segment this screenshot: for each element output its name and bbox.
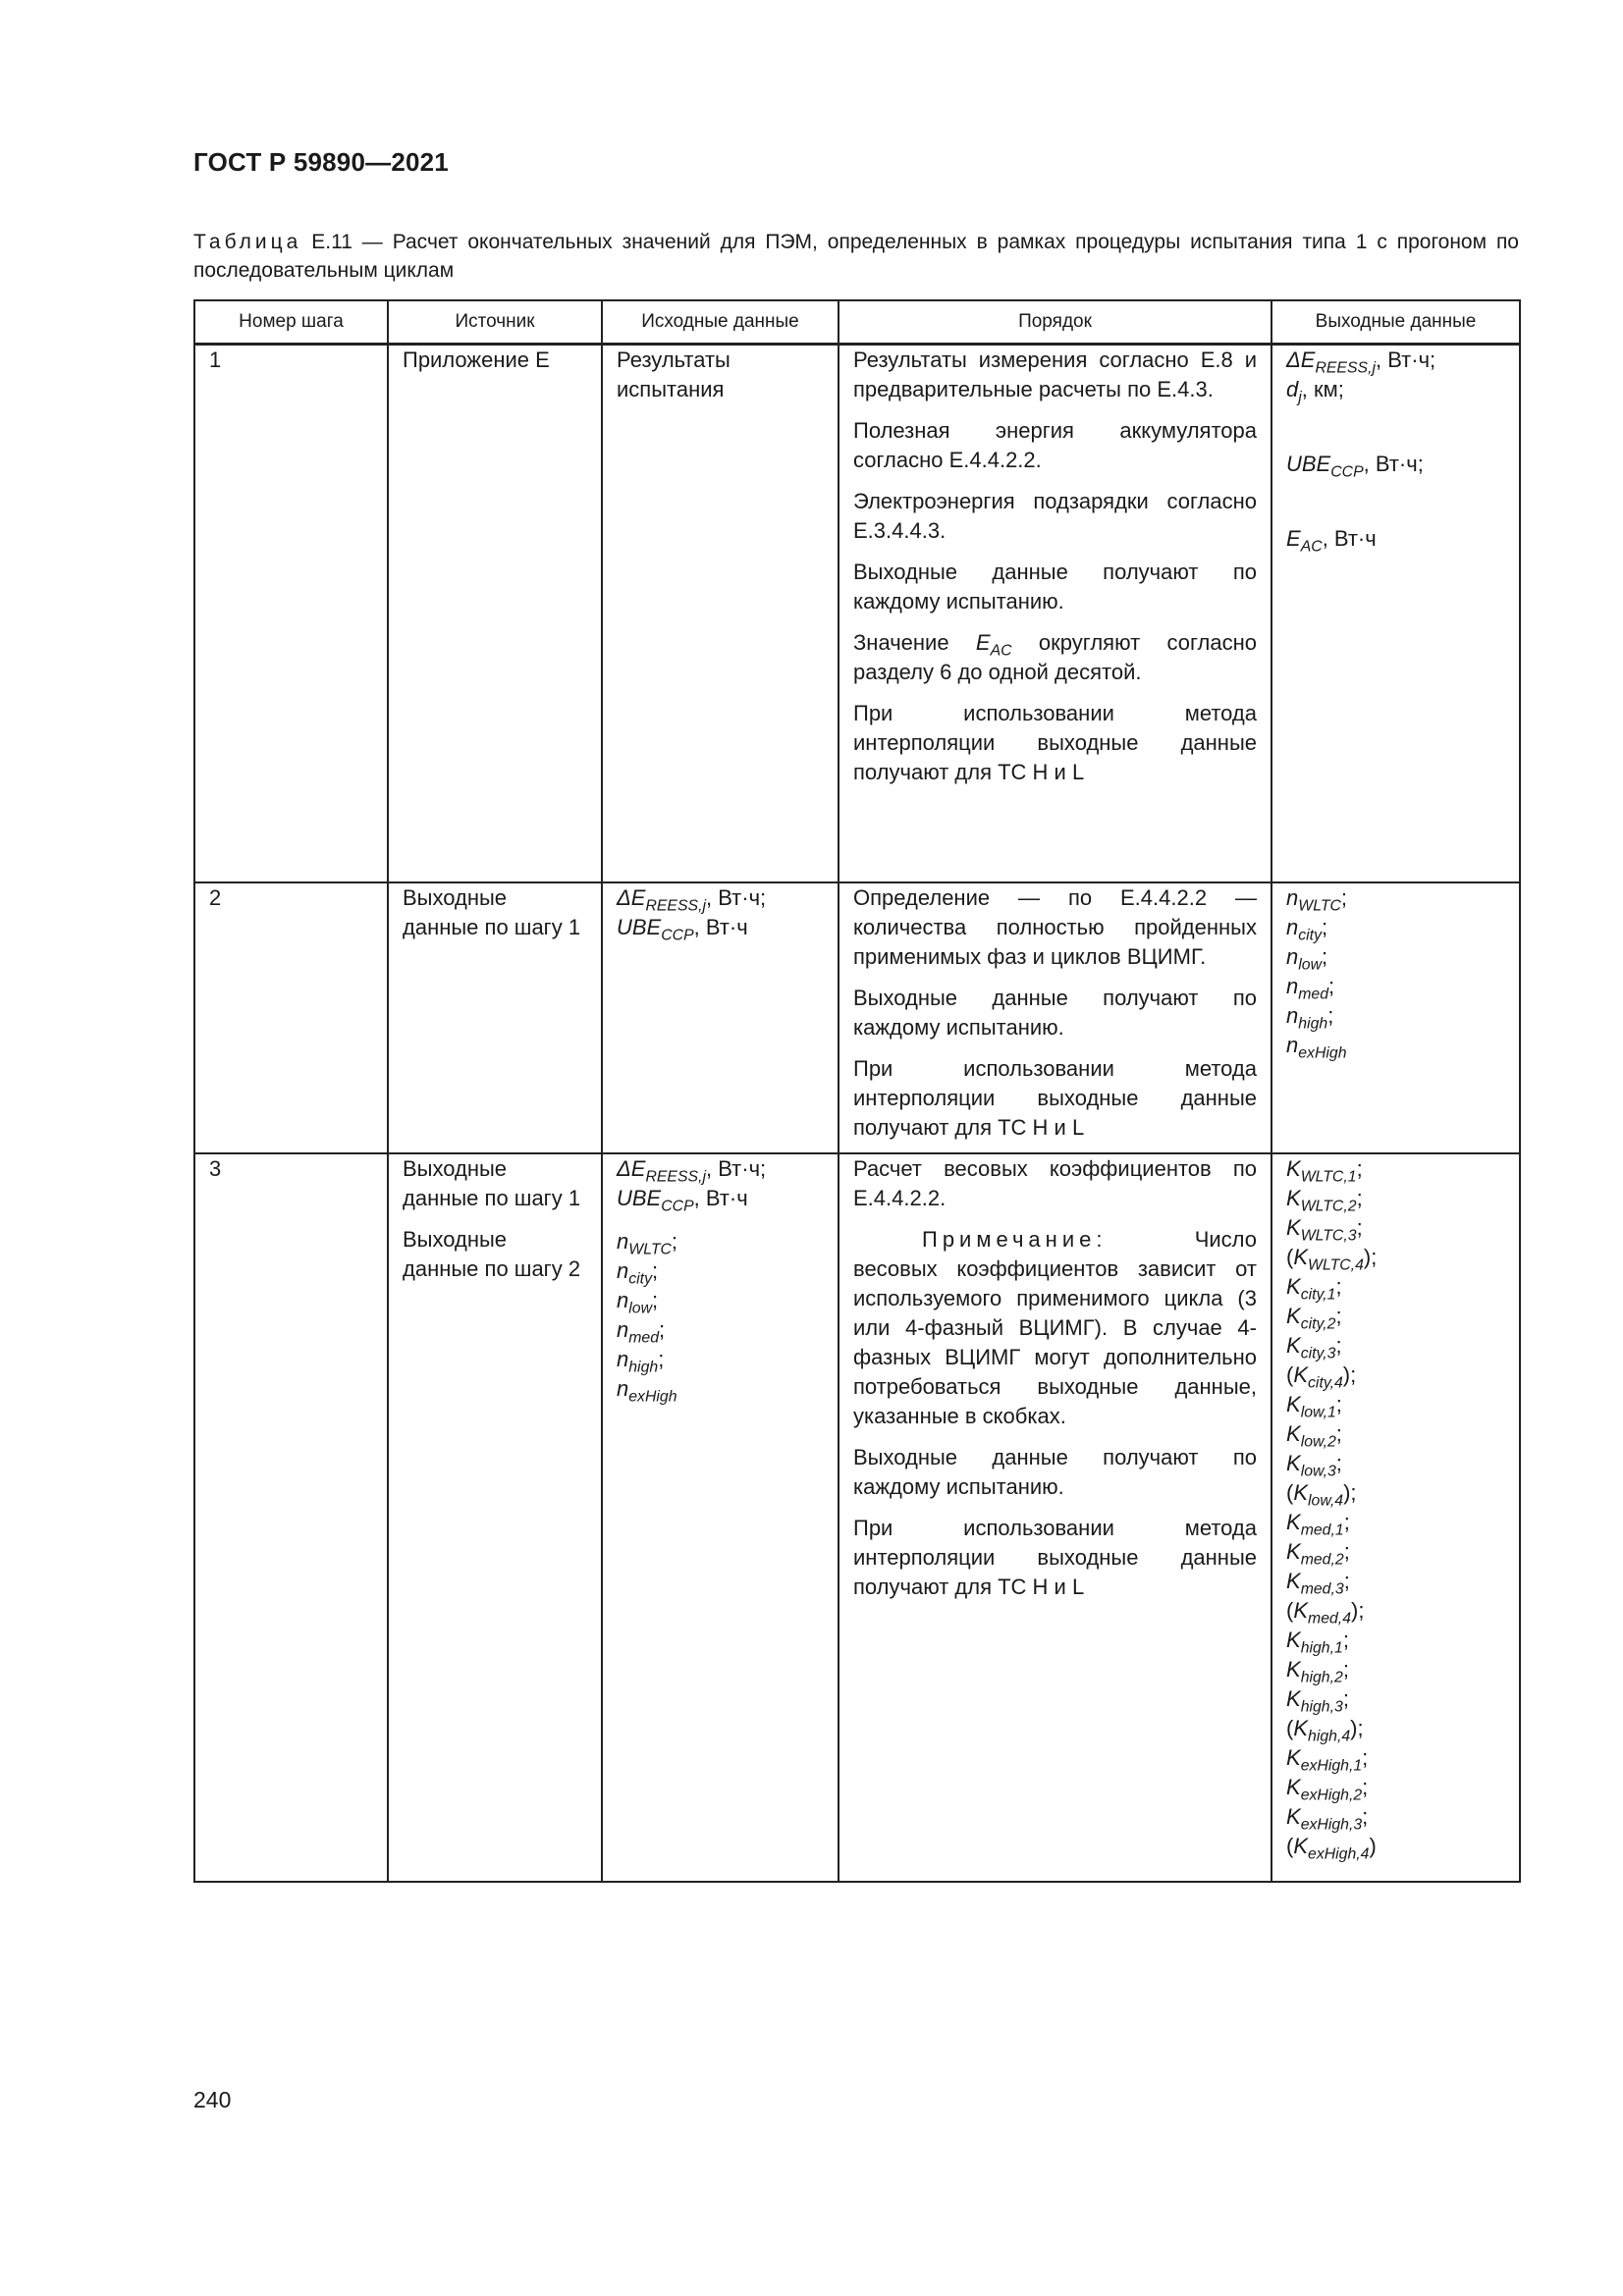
output-item <box>1286 375 1505 404</box>
subscript: high <box>1298 1015 1328 1033</box>
subscript: high,4 <box>1308 1728 1351 1745</box>
symbol-delta-e: ΔE <box>617 884 646 910</box>
output-item: $K_{high,1}$; <box>1286 1627 1349 1657</box>
input-item <box>617 1184 824 1213</box>
step-procedure <box>839 882 1271 1153</box>
subscript: CCP <box>1330 463 1364 481</box>
symbol: K <box>1286 1391 1301 1416</box>
unit: , Вт·ч; <box>1376 347 1436 372</box>
unit: , Вт·ч; <box>706 1155 767 1181</box>
symbol: K <box>1293 1244 1309 1269</box>
subscript: low,2 <box>1300 1433 1336 1451</box>
symbol: K <box>1286 1803 1301 1829</box>
step-input <box>602 345 839 882</box>
subscript: city,3 <box>1300 1345 1336 1362</box>
symbol: K <box>1293 1362 1309 1387</box>
input-item <box>617 883 824 913</box>
output-item: $K_{WLTC,2}$; <box>1286 1185 1363 1215</box>
unit: , Вт·ч <box>693 914 748 939</box>
subscript: j <box>1298 389 1302 406</box>
symbol-delta-e: ΔE <box>617 1155 646 1181</box>
subscript: REESS,j <box>645 897 707 915</box>
unit: , Вт·ч <box>1322 526 1377 551</box>
note-label: Примечание: <box>922 1226 1108 1252</box>
output-item: $K_{exHigh,2}$; <box>1286 1774 1369 1804</box>
symbol: K <box>1293 1597 1309 1623</box>
symbol: n <box>1286 943 1299 969</box>
subscript: high,1 <box>1300 1639 1343 1657</box>
subscript: med <box>1298 986 1329 1003</box>
symbol: K <box>1286 1685 1301 1711</box>
table-row <box>194 1153 1520 1882</box>
header-source: Источник <box>388 300 602 345</box>
unit: , Вт·ч; <box>706 884 767 910</box>
output-item: $K_{exHigh,3}$; <box>1286 1803 1369 1834</box>
procedure-paragraph: При использовании метода интерполяции выходные данные получают для ТС Н и L <box>853 1515 1257 1599</box>
symbol: K <box>1286 1155 1301 1181</box>
symbol: K <box>1293 1479 1309 1505</box>
procedure-paragraph: Выходные данные получают по каждому испытанию. <box>853 985 1257 1040</box>
step-output <box>1271 1153 1520 1882</box>
output-item: $(K_{med,4})$; <box>1286 1597 1365 1628</box>
symbol: n <box>1286 884 1299 910</box>
subscript: exHigh,4 <box>1308 1845 1370 1863</box>
symbol: K <box>1286 1509 1301 1534</box>
source-text: Выходные данные по шагу 1 <box>403 1155 581 1210</box>
symbol: K <box>1286 1656 1301 1682</box>
output-item: $n_{WLTC}$; <box>1286 884 1348 915</box>
output-item: $K_{low,3}$; <box>1286 1450 1342 1480</box>
procedure-paragraph: Определение — по Е.4.4.2.2 — количества полностью пройденных применимых фаз и циклов ВЦИМГ. <box>853 884 1257 969</box>
table-caption-text: Е.11 — Расчет окончательных значений для ПЭМ, определенных в рамках процедуры испытания типа 1 с прогоном по последовательным циклам <box>193 231 1519 282</box>
subscript: WLTC,4 <box>1308 1256 1364 1274</box>
subscript: low,4 <box>1308 1492 1344 1510</box>
subscript: med,4 <box>1308 1610 1352 1628</box>
calculation-table <box>193 299 1521 1883</box>
output-item: $K_{high,3}$; <box>1286 1685 1349 1716</box>
output-item: $(K_{city,4})$; <box>1286 1362 1357 1392</box>
output-item: $K_{med,1}$; <box>1286 1509 1350 1539</box>
output-item: $K_{high,2}$; <box>1286 1656 1349 1686</box>
output-item: $n_{low}$; <box>1286 943 1328 974</box>
output-item <box>617 1374 824 1404</box>
symbol: K <box>1286 1627 1301 1652</box>
subscript: high,3 <box>1300 1698 1343 1716</box>
output-item: $n_{med}$; <box>1286 973 1335 1003</box>
step-number: 1 <box>194 345 388 882</box>
header-procedure: Порядок <box>839 300 1271 345</box>
input-item <box>617 913 824 942</box>
procedure-paragraph: При использовании метода интерполяции выходные данные получают для ТС Н и L <box>853 701 1257 784</box>
output-item: $(K_{WLTC,4})$; <box>1286 1244 1378 1274</box>
subscript: city,4 <box>1308 1374 1343 1392</box>
header-output-data: Выходные данные <box>1271 300 1520 345</box>
symbol: n <box>617 1346 629 1371</box>
procedure-paragraph: Электроэнергия подзарядки согласно Е.3.4.4.3. <box>853 489 1257 543</box>
output-item: $K_{WLTC,3}$; <box>1286 1214 1363 1245</box>
table-caption-prefix: Таблица <box>193 231 302 253</box>
subscript: med,2 <box>1300 1551 1344 1569</box>
step-source <box>388 1153 602 1882</box>
symbol: K <box>1286 1538 1301 1564</box>
subscript: low <box>1298 956 1322 974</box>
table-caption <box>193 228 1519 285</box>
table-header-row <box>194 300 1520 345</box>
step-procedure <box>839 1153 1271 1882</box>
procedure-paragraph: Выходные данные получают по каждому испытанию. <box>853 560 1257 614</box>
subscript: city,1 <box>1300 1286 1336 1304</box>
procedure-paragraph: При использовании метода интерполяции выходные данные получают для ТС Н и L <box>853 1055 1257 1140</box>
eac-symbol: E <box>975 630 991 655</box>
subscript: exHigh,2 <box>1300 1787 1363 1804</box>
symbol: n <box>1286 914 1299 939</box>
subscript: exHigh <box>1298 1044 1347 1062</box>
subscript: city,2 <box>1300 1315 1336 1333</box>
step-number: 3 <box>194 1153 388 1882</box>
unit: , Вт·ч; <box>1363 452 1424 476</box>
output-item: $K_{city,1}$; <box>1286 1273 1342 1304</box>
subscript: WLTC <box>1298 897 1341 915</box>
subscript: CCP <box>661 927 694 944</box>
step-source <box>388 882 602 1153</box>
step-number: 2 <box>194 882 388 1153</box>
subscript: low <box>628 1300 652 1317</box>
procedure-note <box>853 1225 1257 1431</box>
symbol: n <box>617 1228 629 1254</box>
subscript: city <box>628 1270 652 1288</box>
input-text: Результаты испытания <box>617 347 730 401</box>
symbol-ube: UBE <box>1286 452 1331 476</box>
subscript: WLTC,1 <box>1300 1168 1357 1186</box>
source-text: Выходные данные по шагу 2 <box>403 1226 581 1281</box>
symbol-e: E <box>1286 526 1301 551</box>
document-code: ГОСТ Р 59890—2021 <box>193 147 449 177</box>
output-item: $(K_{low,4})$; <box>1286 1479 1357 1510</box>
source-text: Приложение Е <box>403 347 550 372</box>
output-item: $K_{med,2}$; <box>1286 1538 1350 1569</box>
symbol-delta-e: ΔE <box>1286 347 1316 372</box>
output-item <box>1286 450 1505 479</box>
symbol: K <box>1286 1273 1301 1299</box>
subscript: REESS,j <box>1315 359 1377 377</box>
symbol: K <box>1286 1774 1301 1799</box>
symbol: n <box>617 1287 629 1312</box>
symbol: K <box>1293 1715 1309 1740</box>
subscript: med,3 <box>1300 1580 1344 1598</box>
procedure-paragraph: Результаты измерения согласно Е.8 и предварительные расчеты по Е.4.3. <box>853 347 1257 401</box>
subscript: AC <box>1300 538 1323 556</box>
symbol-ube: UBE <box>617 1185 662 1210</box>
output-item: $(K_{high,4})$; <box>1286 1715 1364 1745</box>
output-item: $(K_{exHigh,4})$ <box>1286 1833 1377 1863</box>
symbol: n <box>1286 973 1299 998</box>
procedure-paragraph: Полезная энергия аккумулятора согласно Е.4.4.2.2. <box>853 418 1257 472</box>
input-item <box>617 1154 824 1184</box>
eac-text-after: округляют согласно разделу 6 до одной десятой. <box>853 630 1257 684</box>
subscript: CCP <box>661 1198 694 1215</box>
symbol: K <box>1286 1568 1301 1593</box>
output-item: $K_{city,3}$; <box>1286 1332 1342 1362</box>
output-item: $n_{high}$; <box>617 1346 665 1376</box>
output-item: $n_{med}$; <box>617 1316 666 1347</box>
subscript: exHigh,3 <box>1300 1816 1363 1834</box>
subscript: med <box>628 1329 660 1347</box>
step-input <box>602 882 839 1153</box>
output-item <box>1286 1031 1505 1060</box>
step-input <box>602 1153 839 1882</box>
table-row <box>194 345 1520 882</box>
procedure-paragraph <box>853 628 1257 687</box>
symbol: n <box>617 1375 629 1401</box>
output-item: $K_{low,1}$; <box>1286 1391 1342 1421</box>
symbol: K <box>1286 1450 1301 1475</box>
unit: , Вт·ч <box>693 1185 748 1210</box>
eac-text-before: Значение <box>853 630 976 655</box>
step-output <box>1271 882 1520 1153</box>
subscript: low,1 <box>1300 1404 1336 1421</box>
output-item <box>1286 346 1505 375</box>
output-item: $n_{high}$; <box>1286 1002 1334 1033</box>
output-item: $n_{city}$; <box>617 1257 659 1288</box>
symbol: n <box>1286 1002 1299 1028</box>
symbol: K <box>1286 1744 1301 1770</box>
symbol: K <box>1286 1303 1301 1328</box>
output-item: $n_{WLTC}$; <box>617 1228 678 1258</box>
subscript: REESS,j <box>645 1168 707 1186</box>
symbol: n <box>617 1257 629 1283</box>
subscript: WLTC,2 <box>1300 1198 1357 1215</box>
unit: , км; <box>1301 377 1344 401</box>
output-item: $K_{exHigh,1}$; <box>1286 1744 1369 1775</box>
output-item <box>1286 524 1505 554</box>
symbol: K <box>1286 1185 1301 1210</box>
procedure-paragraph: Выходные данные получают по каждому испытанию. <box>853 1444 1257 1499</box>
output-item: $K_{low,2}$; <box>1286 1420 1342 1451</box>
output-item: $n_{low}$; <box>617 1287 659 1317</box>
symbol-ube: UBE <box>617 914 662 939</box>
procedure-paragraph: Расчет весовых коэффициентов по Е.4.4.2.2. <box>853 1155 1257 1210</box>
symbol: n <box>617 1316 629 1342</box>
subscript: city <box>1298 927 1322 944</box>
eac-subscript: AC <box>990 642 1012 660</box>
source-text: Выходные данные по шагу 1 <box>403 884 581 939</box>
subscript: WLTC <box>628 1241 672 1258</box>
subscript: exHigh <box>628 1388 677 1406</box>
subscript: high <box>628 1359 659 1376</box>
note-text: Число весовых коэффициентов зависит от используемого применимого цикла (3 или 4-фазный ВЦИМГ). В случае 4-фазных ВЦИМГ могут дополнительно потребоваться выходные данные, указанные в скобках. <box>853 1226 1257 1428</box>
step-output <box>1271 345 1520 882</box>
subscript: med,1 <box>1300 1522 1344 1539</box>
symbol: K <box>1293 1833 1309 1858</box>
subscript: high,2 <box>1300 1669 1343 1686</box>
header-input-data: Исходные данные <box>602 300 839 345</box>
symbol: K <box>1286 1420 1301 1446</box>
header-step-number: Номер шага <box>194 300 388 345</box>
symbol: n <box>1286 1032 1299 1057</box>
subscript: exHigh,1 <box>1300 1757 1363 1775</box>
output-item: $K_{med,3}$; <box>1286 1568 1350 1598</box>
step-source <box>388 345 602 882</box>
table-row <box>194 882 1520 1153</box>
subscript: low,3 <box>1300 1463 1336 1480</box>
step-procedure <box>839 345 1271 882</box>
output-item: $K_{WLTC,1}$; <box>1286 1155 1363 1186</box>
page-number: 240 <box>193 2087 232 2112</box>
input-n-list <box>617 1227 824 1404</box>
symbol: K <box>1286 1214 1301 1240</box>
subscript: WLTC,3 <box>1300 1227 1357 1245</box>
symbol: K <box>1286 1332 1301 1358</box>
symbol-d: d <box>1286 377 1299 401</box>
output-item: $K_{city,2}$; <box>1286 1303 1342 1333</box>
output-item: $n_{city}$; <box>1286 914 1328 944</box>
